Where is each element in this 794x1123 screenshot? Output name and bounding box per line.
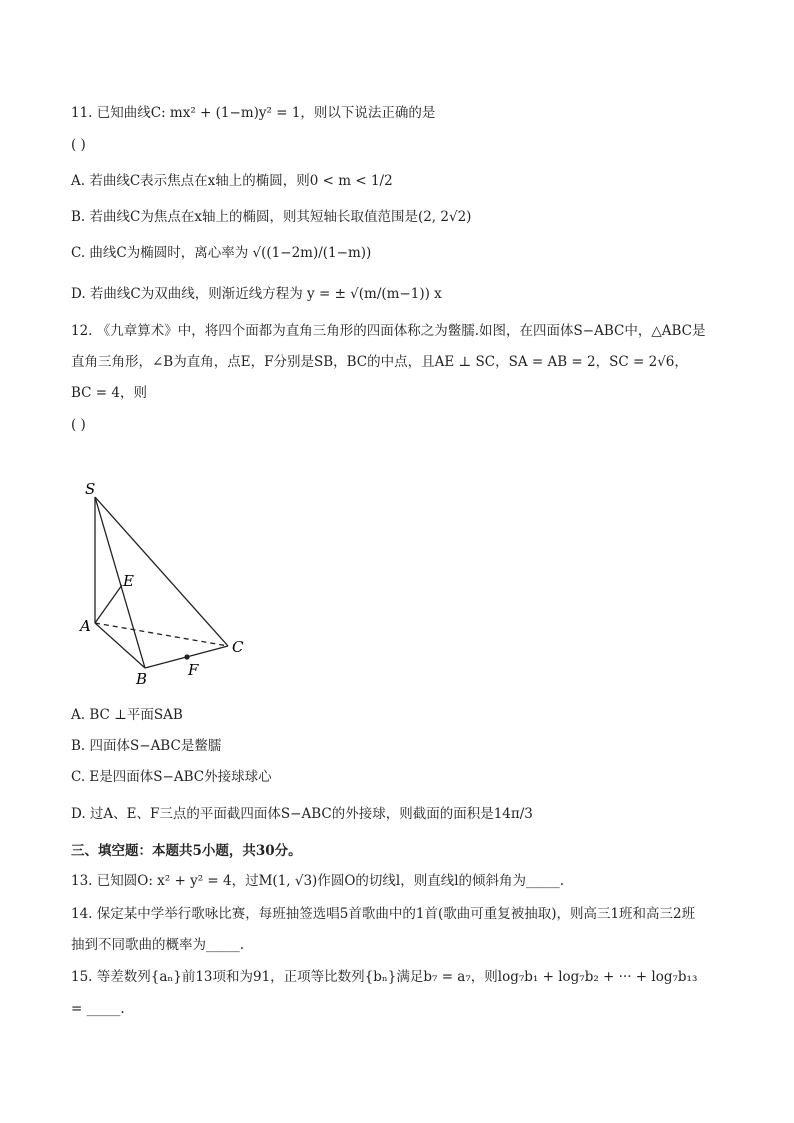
q11-option-a: A. 若曲线C表示焦点在x轴上的椭圆，则0 < m < 1/2 <box>71 173 393 189</box>
q11-stem: 11. 已知曲线C: mx² + (1−m)y² = 1，则以下说法正确的是 <box>71 105 436 121</box>
q11-option-d: D. 若曲线C为双曲线，则渐近线方程为 y = ± √(m/(m−1)) x <box>71 286 442 302</box>
label-s: S <box>85 480 96 498</box>
edge-ab <box>95 623 145 668</box>
q12-line-3: BC = 4，则 <box>71 385 147 401</box>
q14-line-2: 抽到不同歌曲的概率为_____. <box>71 937 245 953</box>
label-f: F <box>188 661 199 679</box>
q12-line-1: 12. 《九章算术》中，将四个面都为直角三角形的四面体称之为鳖臑.如图，在四面体S−ABC中，△ABC是 <box>71 323 706 339</box>
q11-option-b: B. 若曲线C为焦点在x轴上的椭圆，则其短轴长取值范围是(2, 2√2) <box>71 209 472 225</box>
q15-line-1: 15. 等差数列{aₙ}前13项和为91，正项等比数列{bₙ}满足b₇ = a₇，则log₇b₁ + log₇b₂ + ··· + log₇b₁₃ <box>71 969 698 985</box>
edge-sb <box>95 497 145 668</box>
q12-option-d: D. 过A、E、F三点的平面截四面体S−ABC的外接球，则截面的面积是14π/3 <box>71 806 533 822</box>
q15-line-2: = _____. <box>71 1001 125 1017</box>
label-e: E <box>123 572 134 590</box>
tetrahedron-figure <box>70 470 260 690</box>
edge-ac-hidden <box>95 623 228 646</box>
edge-sc <box>95 497 228 646</box>
point-f <box>184 654 189 659</box>
q12-option-b: B. 四面体S−ABC是鳖臑 <box>71 738 222 754</box>
q14-line-1: 14. 保定某中学举行歌咏比赛，每班抽签选唱5首歌曲中的1首(歌曲可重复被抽取)，则高三1班和高三2班 <box>71 906 696 922</box>
segment-ae <box>95 585 122 623</box>
label-c: C <box>232 638 244 656</box>
q13-stem: 13. 已知圆O: x² + y² = 4，过M(1, √3)作圆O的切线l，则直线l的倾斜角为_____. <box>71 873 565 889</box>
q11-option-c: C. 曲线C为椭圆时，离心率为 √((1−2m)/(1−m)) <box>71 245 372 261</box>
q12-option-c: C. E是四面体S−ABC外接球球心 <box>71 769 272 785</box>
label-b: B <box>136 670 148 688</box>
section-heading: 三、填空题：本题共5小题，共30分。 <box>71 843 302 859</box>
q12-paren: ( ) <box>71 417 86 433</box>
q11-paren: ( ) <box>71 137 86 153</box>
q12-option-a: A. BC ⊥平面SAB <box>71 707 183 723</box>
label-a: A <box>80 617 91 635</box>
q12-line-2: 直角三角形，∠B为直角，点E，F分别是SB，BC的中点，且AE ⊥ SC，SA = AB = 2，SC = 2√6， <box>71 354 688 370</box>
